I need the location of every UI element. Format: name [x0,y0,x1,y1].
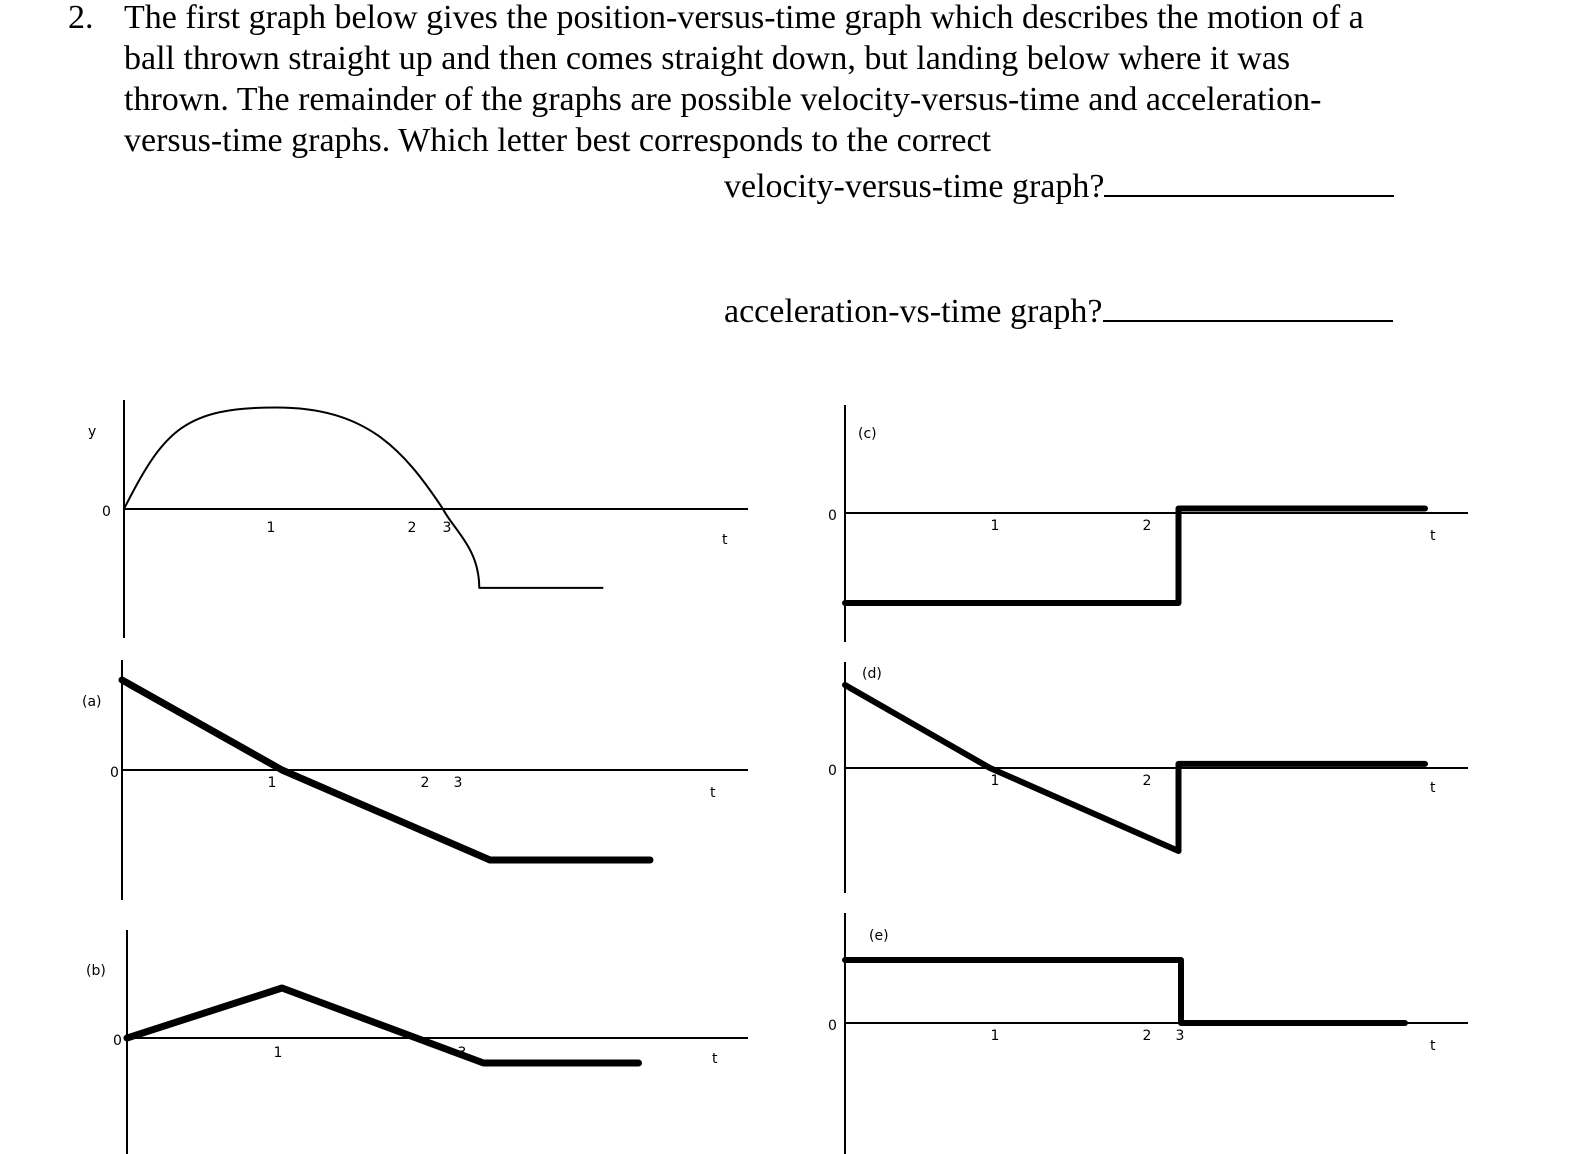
position-tick-label-1: 1 [266,520,276,536]
position-t-label: t [722,532,728,548]
question-line-4: versus-time graphs. Which letter best corresponds to the correct [124,122,992,159]
velocity-prompt-text: velocity-versus-time graph? [724,168,1105,205]
e-zero-label: 0 [828,1018,837,1034]
question-line-3: thrown. The remainder of the graphs are possible velocity-versus-time and acceleration- [124,81,1322,118]
c-tick-label-2: 2 [1142,518,1152,534]
e-data-line [845,960,1405,1023]
c-tick-label-1: 1 [990,518,1000,534]
d-t-label: t [1430,780,1436,796]
question-number: 2. [68,0,94,36]
question-line-1: The first graph below gives the position-versus-time graph which describes the motion of a [124,0,1364,36]
d-zero-label: 0 [828,763,837,779]
a-panel-label: (a) [82,694,102,710]
d-panel-label: (d) [862,666,882,682]
a-t-label: t [710,785,716,801]
a-zero-label: 0 [110,765,119,781]
c-data-line [845,509,1425,604]
a-tick-label-2: 2 [420,775,430,791]
d-tick-label-1: 1 [990,773,1000,789]
question-line-2: ball thrown straight up and then comes straight down, but landing below where it was [124,40,1291,77]
position-zero-label: 0 [102,504,111,520]
position-data-line [124,407,603,587]
c-zero-label: 0 [828,508,837,524]
acceleration-prompt-text: acceleration-vs-time graph? [724,293,1103,330]
c-t-label: t [1430,528,1436,544]
b-t-label: t [712,1051,718,1067]
b-tick-label-3: 3 [457,1045,467,1061]
b-data-line [127,988,639,1063]
b-tick-label-1: 1 [273,1045,283,1061]
position-tick-label-3: 3 [442,520,452,536]
e-tick-label-2: 2 [1142,1028,1152,1044]
position-tick-label-2: 2 [407,520,417,536]
e-tick-label-1: 1 [990,1028,1000,1044]
c-panel-label: (c) [858,426,877,442]
d-tick-label-2: 2 [1142,773,1152,789]
a-tick-label-3: 3 [453,775,463,791]
e-tick-label-3: 3 [1175,1028,1185,1044]
position-panel-label: y [88,424,97,440]
e-t-label: t [1430,1038,1436,1054]
a-tick-label-1: 1 [267,775,277,791]
e-panel-label: (e) [869,928,889,944]
b-panel-label: (b) [86,963,106,979]
b-zero-label: 0 [113,1033,122,1049]
